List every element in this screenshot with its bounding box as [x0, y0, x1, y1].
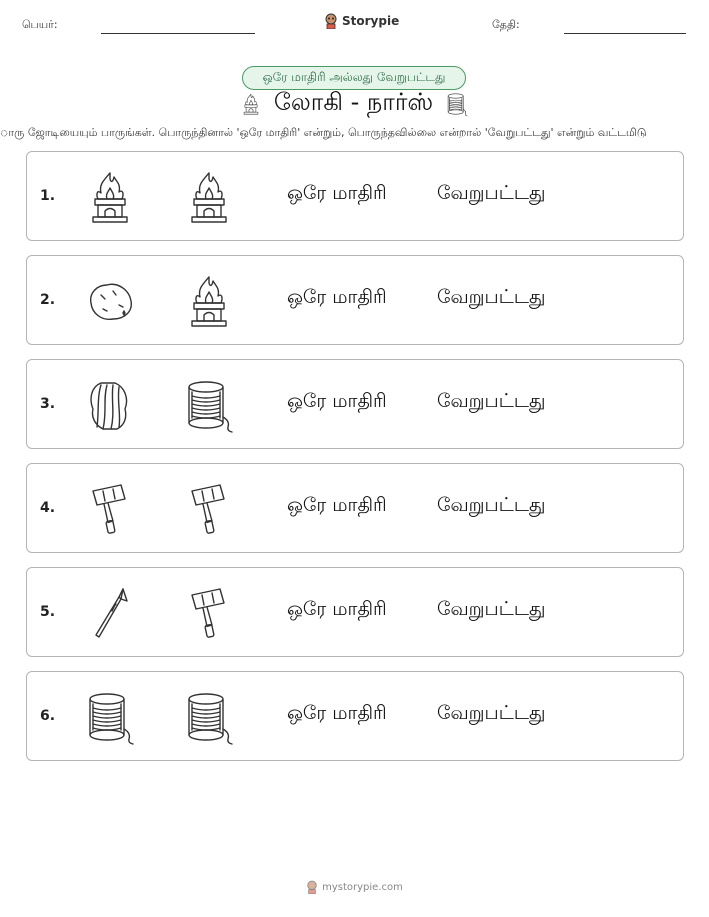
- hammer-icon: [182, 585, 236, 641]
- hair-icon: [83, 377, 137, 433]
- name-label: பெயர்:: [22, 18, 58, 31]
- hammer-icon: [83, 481, 137, 537]
- hammer-icon: [182, 481, 236, 537]
- same-option[interactable]: ஒரே மாதிரி: [287, 702, 387, 724]
- page-title: லோகி - நார்ஸ்: [273, 88, 434, 116]
- question-card: [26, 255, 684, 345]
- question-card: [26, 671, 684, 761]
- question-number: 1.: [40, 188, 56, 204]
- different-option[interactable]: வேறுபட்டது: [437, 494, 546, 516]
- question-number: 5.: [40, 604, 56, 620]
- thread-spool-icon: [182, 377, 236, 433]
- question-card: [26, 463, 684, 553]
- thread-spool-icon: [445, 90, 469, 118]
- spear-icon: [83, 585, 137, 641]
- worksheet-type-badge: [242, 66, 466, 90]
- fire-altar-icon: [182, 169, 236, 225]
- different-option[interactable]: வேறுபட்டது: [437, 702, 546, 724]
- question-number: 6.: [40, 708, 56, 724]
- date-label: தேதி:: [492, 18, 520, 31]
- date-line[interactable]: [564, 33, 686, 34]
- same-option[interactable]: ஒரே மாதிரி: [287, 182, 387, 204]
- fire-altar-icon: [182, 273, 236, 329]
- different-option[interactable]: வேறுபட்டது: [437, 286, 546, 308]
- mascot-icon: [324, 13, 338, 29]
- instructions: ாரு ஜோடியையும் பாருங்கள். பொருந்தினால் 'ஒரே மாதிரி' என்றும், பொருந்தவில்லை என்றால் 'வேறுபட்டது' என்றும் வட்டமிடு: [0, 126, 647, 139]
- thread-spool-icon: [182, 689, 236, 745]
- different-option[interactable]: வேறுபட்டது: [437, 390, 546, 412]
- stone-icon: [83, 273, 137, 329]
- different-option[interactable]: வேறுபட்டது: [437, 598, 546, 620]
- question-number: 3.: [40, 396, 56, 412]
- same-option[interactable]: ஒரே மாதிரி: [287, 390, 387, 412]
- same-option[interactable]: ஒரே மாதிரி: [287, 286, 387, 308]
- question-card: [26, 151, 684, 241]
- fire-altar-icon: [83, 169, 137, 225]
- badge-text: ஒரே மாதிரி அல்லது வேறுபட்டது: [262, 70, 446, 84]
- fire-altar-icon: [240, 90, 262, 118]
- question-card: [26, 359, 684, 449]
- mascot-icon: [306, 880, 318, 894]
- different-option[interactable]: வேறுபட்டது: [437, 182, 546, 204]
- question-number: 2.: [40, 292, 56, 308]
- brand-name: Storypie: [342, 14, 400, 28]
- question-number: 4.: [40, 500, 56, 516]
- question-card: [26, 567, 684, 657]
- same-option[interactable]: ஒரே மாதிரி: [287, 598, 387, 620]
- title-row: [0, 88, 709, 119]
- brand-logo: [324, 13, 399, 29]
- name-line[interactable]: [101, 33, 255, 34]
- same-option[interactable]: ஒரே மாதிரி: [287, 494, 387, 516]
- thread-spool-icon: [83, 689, 137, 745]
- footer: [0, 880, 709, 894]
- footer-url[interactable]: mystorypie.com: [322, 881, 403, 893]
